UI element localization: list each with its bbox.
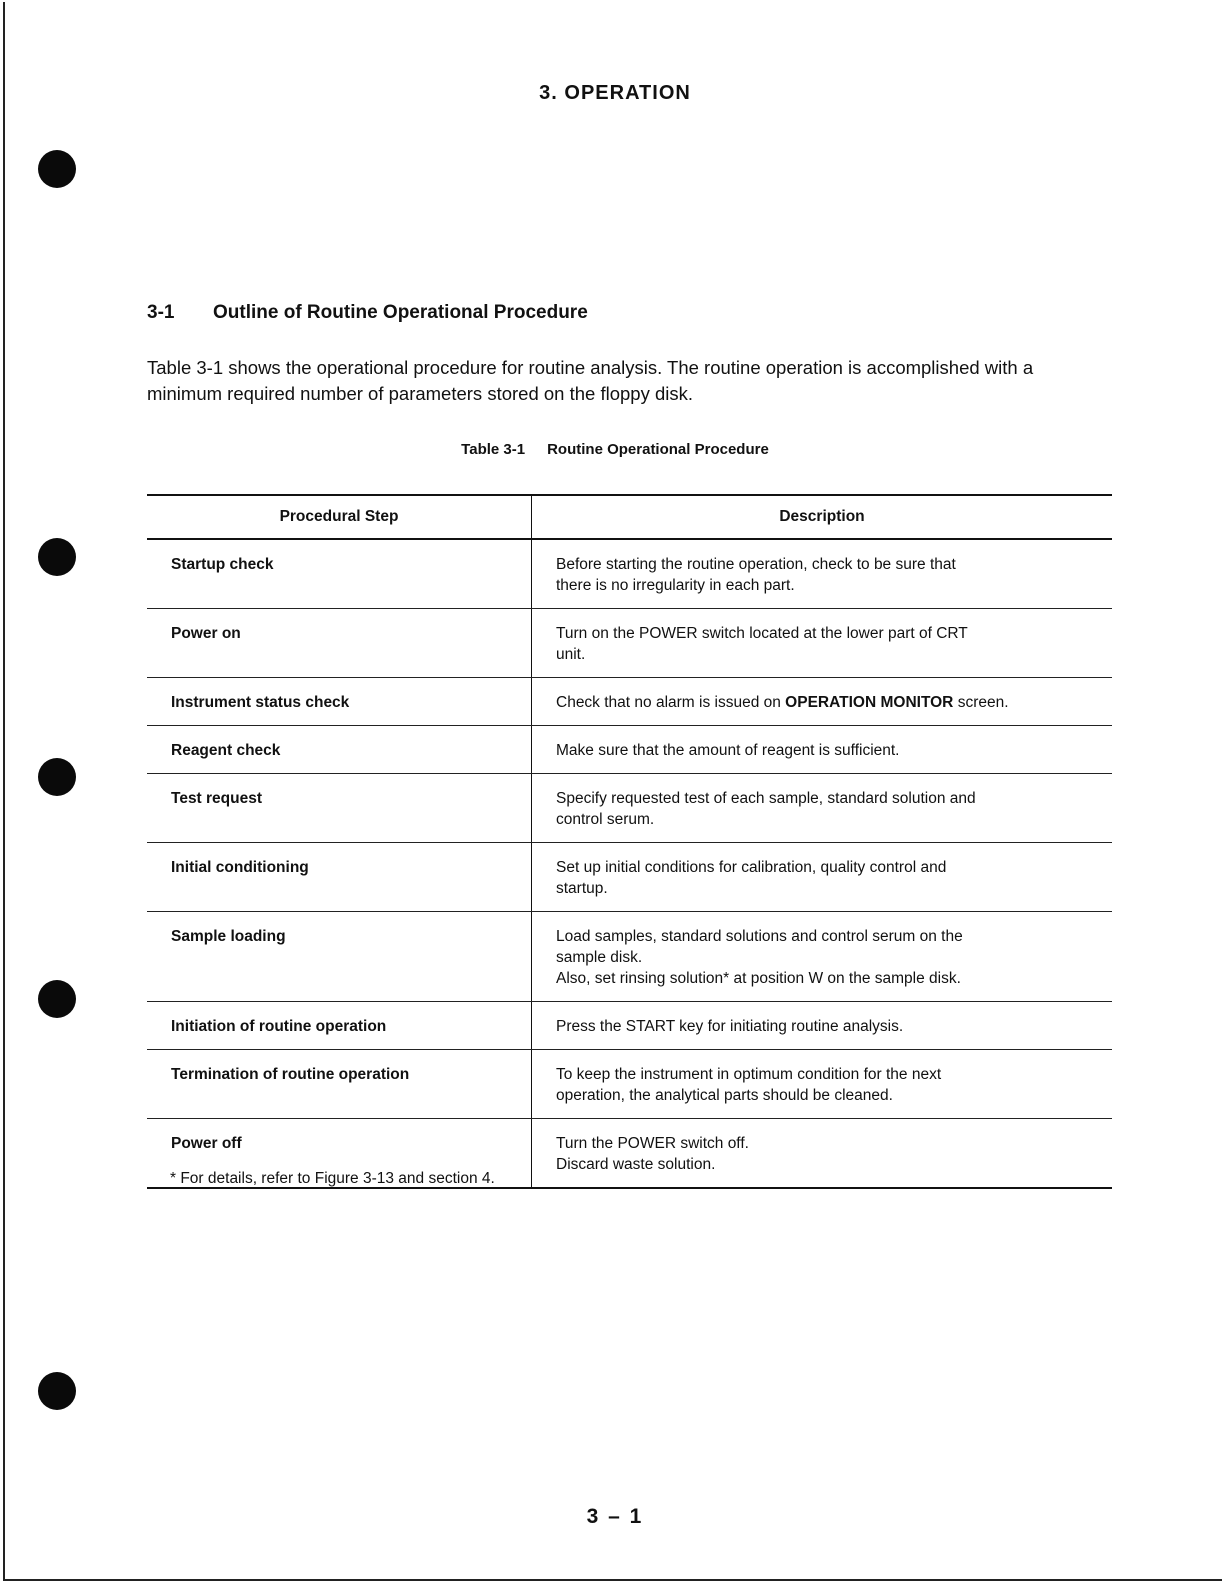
- description-line: sample disk.: [556, 949, 643, 966]
- description-line: startup.: [556, 880, 608, 897]
- binder-hole-5: [38, 1372, 76, 1410]
- description-cell: [532, 1119, 1113, 1189]
- description-text: screen.: [953, 694, 1009, 711]
- description-line: Specify requested test of each sample, standard solution and: [556, 790, 976, 807]
- description-cell: [532, 609, 1113, 678]
- table-row: [147, 539, 1112, 609]
- table-row: [147, 1002, 1112, 1050]
- description-cell: [532, 1002, 1113, 1050]
- table-row: [147, 1050, 1112, 1119]
- description-line: there is no irregularity in each part.: [556, 577, 795, 594]
- section-heading: [147, 302, 588, 324]
- description-cell: [532, 726, 1113, 774]
- table-row: [147, 678, 1112, 726]
- table-row: [147, 843, 1112, 912]
- page-number: 3 – 1: [586, 1505, 644, 1528]
- table-row: [147, 774, 1112, 843]
- description-line: unit.: [556, 646, 586, 663]
- description-cell: [532, 1050, 1113, 1119]
- step-cell: Sample loading: [147, 912, 532, 1002]
- description-line: Make sure that the amount of reagent is sufficient.: [556, 742, 900, 759]
- step-cell: Power off: [147, 1119, 532, 1189]
- binder-hole-3: [38, 758, 76, 796]
- description-line: Turn the POWER switch off.: [556, 1135, 749, 1152]
- section-title: Outline of Routine Operational Procedure: [213, 302, 588, 323]
- table-caption-number: Table 3-1: [461, 441, 526, 458]
- table-row: [147, 912, 1112, 1002]
- description-line: Press the START key for initiating routine analysis.: [556, 1018, 904, 1035]
- description-line: Discard waste solution.: [556, 1156, 716, 1173]
- table-row: [147, 609, 1112, 678]
- section-number: 3-1: [147, 302, 175, 323]
- description-line: Before starting the routine operation, check to be sure that: [556, 556, 956, 573]
- description-cell: [532, 774, 1113, 843]
- description-line: control serum.: [556, 811, 655, 828]
- description-line: Turn on the POWER switch located at the lower part of CRT: [556, 625, 968, 642]
- table-row: [147, 726, 1112, 774]
- description-line: Also, set rinsing solution* at position W on the sample disk.: [556, 970, 961, 987]
- description-cell: [532, 678, 1113, 726]
- step-cell: Termination of routine operation: [147, 1050, 532, 1119]
- description-cell: [532, 843, 1113, 912]
- table-caption: [0, 441, 1230, 458]
- chapter-title: 3. OPERATION: [539, 82, 691, 104]
- step-cell: Test request: [147, 774, 532, 843]
- binder-hole-4: [38, 980, 76, 1018]
- step-cell: Instrument status check: [147, 678, 532, 726]
- description-cell: [532, 539, 1113, 609]
- step-cell: Initiation of routine operation: [147, 1002, 532, 1050]
- header-description: Description: [532, 495, 1113, 539]
- table-header-row: [147, 495, 1112, 539]
- step-cell: Power on: [147, 609, 532, 678]
- description-line: Set up initial conditions for calibration, quality control and: [556, 859, 947, 876]
- description-text: Check that no alarm is issued on: [556, 694, 786, 711]
- table-caption-title: Routine Operational Procedure: [547, 441, 769, 458]
- intro-paragraph: Table 3-1 shows the operational procedure for routine analysis. The routine operation is accomplished with a minimum required number of parameters stored on the floppy disk.: [147, 357, 1034, 404]
- description-line: operation, the analytical parts should be cleaned.: [556, 1087, 893, 1104]
- screen-name: OPERATION MONITOR: [785, 694, 954, 711]
- binder-hole-2: [38, 538, 76, 576]
- step-cell: Initial conditioning: [147, 843, 532, 912]
- step-cell: Reagent check: [147, 726, 532, 774]
- binder-hole-1: [38, 150, 76, 188]
- footnote: * For details, refer to Figure 3-13 and section 4.: [170, 1170, 495, 1187]
- description-line: To keep the instrument in optimum condition for the next: [556, 1066, 942, 1083]
- description-line: Load samples, standard solutions and control serum on the: [556, 928, 963, 945]
- description-cell: [532, 912, 1113, 1002]
- procedure-table: [147, 494, 1112, 1189]
- header-procedural-step: Procedural Step: [147, 495, 532, 539]
- step-cell: Startup check: [147, 539, 532, 609]
